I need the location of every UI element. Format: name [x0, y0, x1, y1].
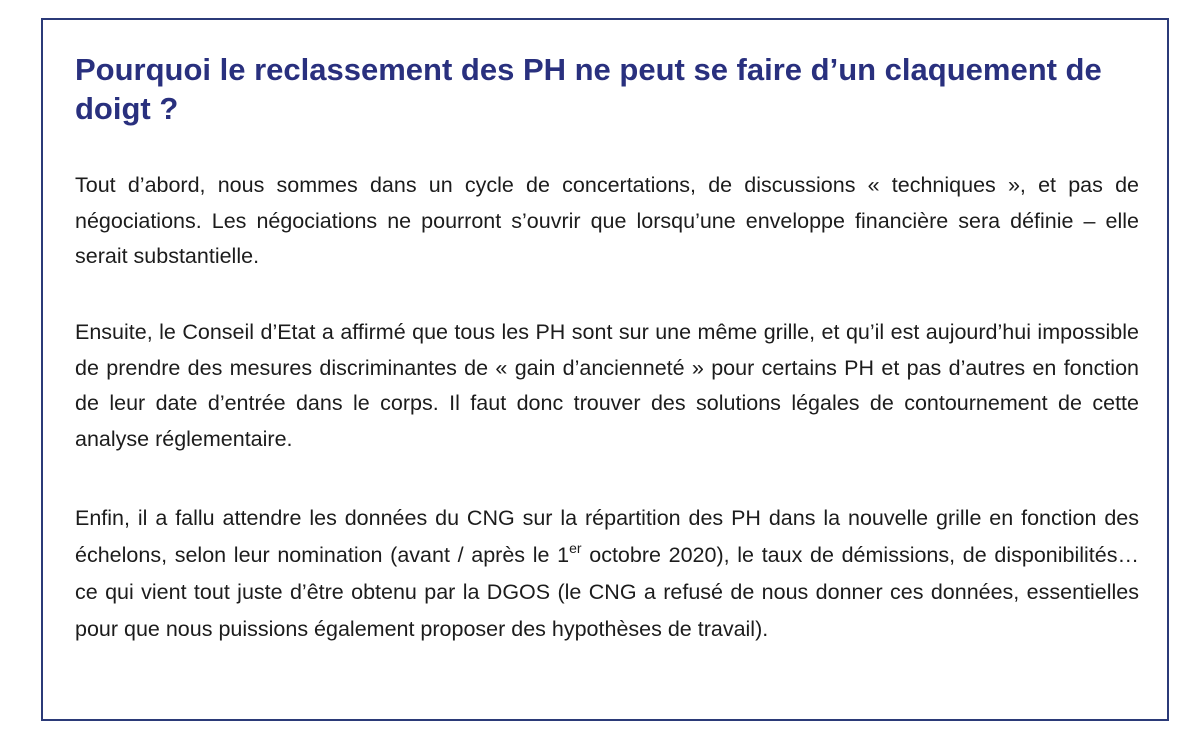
paragraph-3-part-1: Enfin, il a fallu attendre les données du CNG sur la répartition des PH dans la nouvelle grille en fonction des échelons, selon leur nomination (avant / après le 1 — [75, 506, 1139, 567]
ordinal-superscript: er — [569, 540, 582, 556]
paragraph-1: Tout d’abord, nous sommes dans un cycle de concertations, de discussions « techniques », et pas de négociations. Les négociations ne pourront s’ouvrir que lorsqu’une enveloppe financière sera définie – elle serait substantielle. — [75, 173, 1139, 268]
paragraph-3-part-2: octobre 2020), le taux de démissions, de disponibilités… ce qui vient tout juste d’être obtenu par la DGOS (le CNG a refusé de nous donner ces données, essentielles pour que nous puissions également proposer des hypothèses de travail). — [75, 543, 1139, 641]
paragraph-2: Ensuite, le Conseil d’Etat a affirmé que tous les PH sont sur une même grille, et qu’il est aujourd’hui impossible de prendre des mesures discriminantes de « gain d’ancienneté » pour certains PH et pas d’autres en fonction de leur date d’entrée dans le corps. Il faut donc trouver des solutions légales de contournement de cette analyse réglementaire. — [75, 320, 1139, 451]
document-title: Pourquoi le reclassement des PH ne peut se faire d’un claquement de doigt ? — [75, 52, 1102, 126]
paragraph-3 — [75, 500, 1139, 648]
